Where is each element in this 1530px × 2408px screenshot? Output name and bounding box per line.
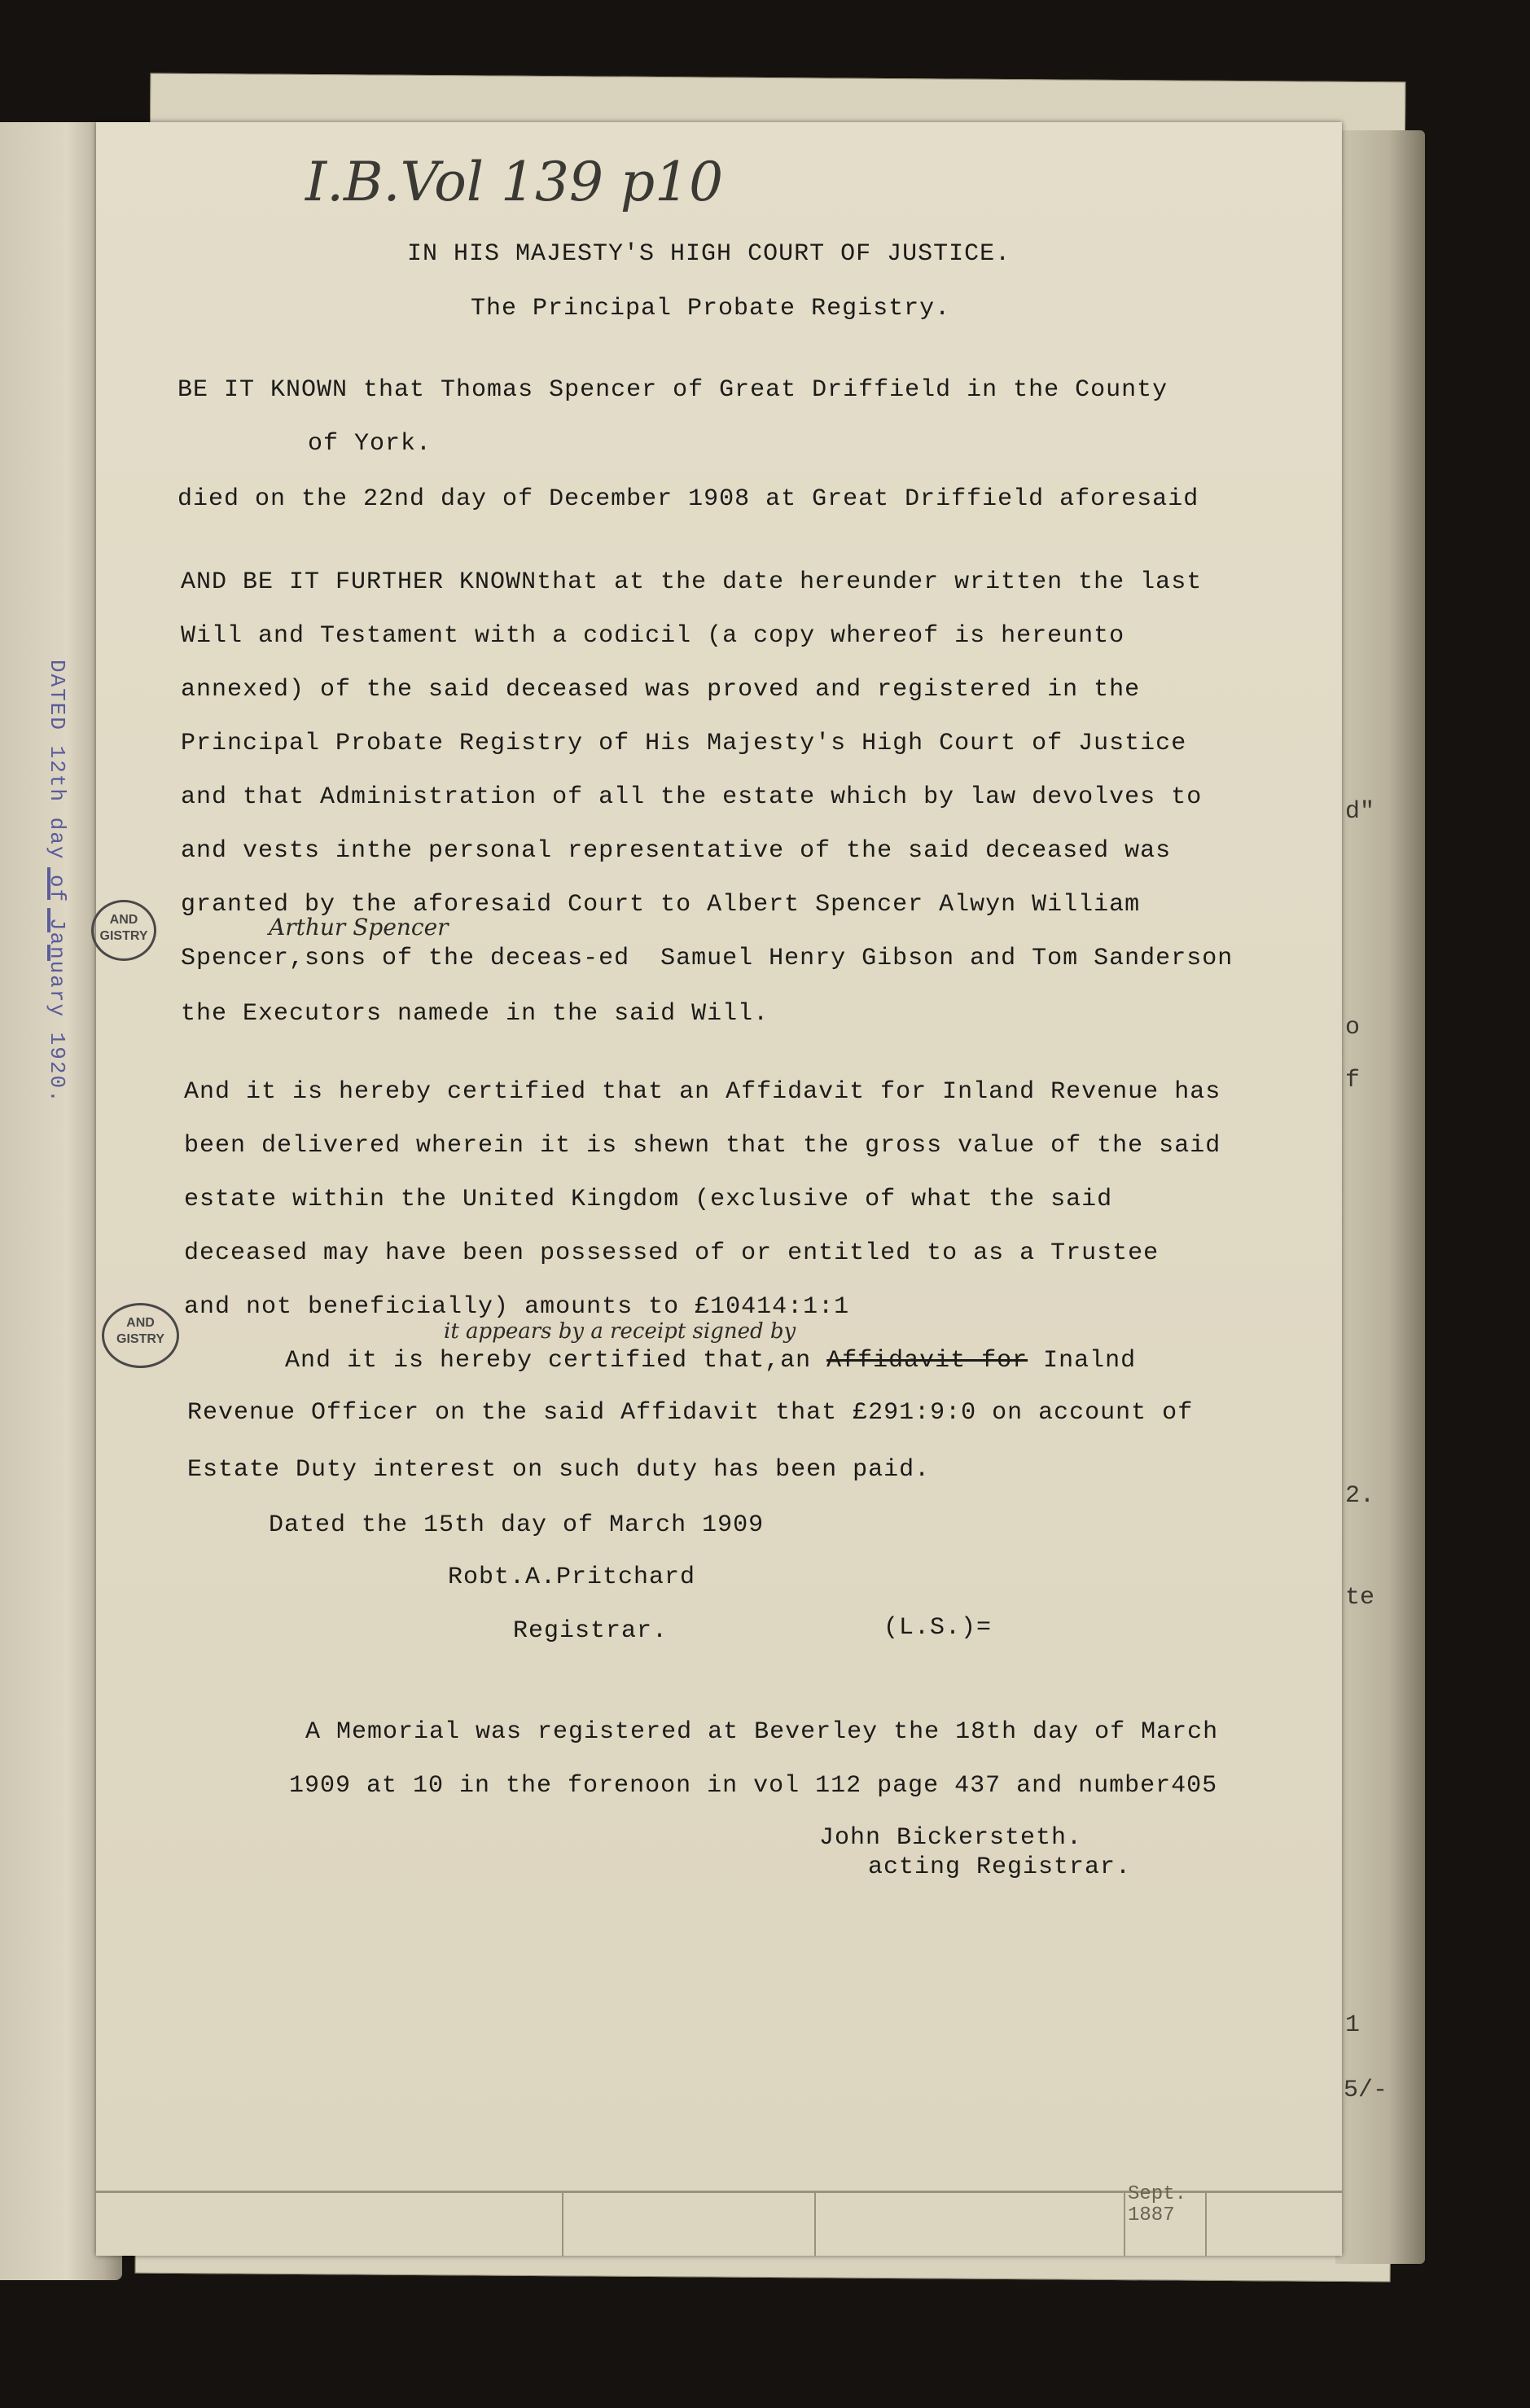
text-line: of York. <box>308 430 432 458</box>
ruled-line <box>562 2191 563 2256</box>
text-line: BE IT KNOWN that Thomas Spencer of Great Driffield in the County <box>178 376 1168 404</box>
handwritten-insert-clause: it appears by a receipt signed by <box>444 1319 796 1344</box>
footer-reference <box>1128 2184 1201 2226</box>
text-line <box>285 1347 1136 1375</box>
dated-line: Dated the 15th day of March 1909 <box>269 1511 765 1539</box>
memorial-line: 1909 at 10 in the forenoon in vol 112 page 437 and number405 <box>289 1772 1218 1800</box>
text-line: and not beneficially) amounts to £10414:1:1 <box>184 1293 850 1321</box>
memorial-line: A Memorial was registered at Beverley the 18th day of March <box>305 1718 1219 1746</box>
memorial-signature: John Bickersteth. <box>819 1824 1083 1852</box>
edge-mark: te <box>1345 1584 1375 1612</box>
text-line: Spencer,sons of the deceas-ed Samuel Henry Gibson and Tom Sanderson <box>181 945 1234 972</box>
court-heading: IN HIS MAJESTY'S HIGH COURT OF JUSTICE. <box>407 240 1011 268</box>
right-page-stack <box>1335 130 1425 2264</box>
edge-mark: d" <box>1345 798 1375 826</box>
text-line: Will and Testament with a codicil (a copy whereof is hereunto <box>181 622 1125 650</box>
registry-stamp-oval <box>102 1303 179 1368</box>
text-line: and vests inthe personal representative of the said deceased was <box>181 837 1172 865</box>
ruled-line <box>814 2191 816 2256</box>
text-line: deceased may have been possessed of or entitled to as a Trustee <box>184 1239 1160 1267</box>
handwritten-reference: I.B.Vol 139 p10 <box>305 151 724 213</box>
ruled-line <box>1124 2191 1125 2256</box>
footer-reference-line: 1887 <box>1128 2204 1175 2226</box>
registry-stamp-oval <box>91 900 156 961</box>
text-line: and that Administration of all the estate which by law devolves to <box>181 783 1203 811</box>
text-segment: And it is hereby certified that,an <box>285 1347 827 1375</box>
registrar-title: Registrar. <box>513 1617 669 1645</box>
handwritten-insert-names: Arthur Spencer <box>269 914 449 941</box>
text-line: annexed) of the said deceased was proved and registered in the <box>181 676 1141 704</box>
text-line: the Executors namede in the said Will. <box>181 1000 769 1028</box>
struck-text: Affidavit for <box>826 1347 1028 1375</box>
text-line: Principal Probate Registry of His Majesty's High Court of Justice <box>181 730 1187 757</box>
text-line: AND BE IT FURTHER KNOWNthat at the date hereunder written the last <box>181 568 1203 596</box>
dated-stamp: DATED 12th day of January 1920. <box>45 660 69 1104</box>
edge-mark: 5/- <box>1344 2077 1388 2104</box>
stamp-oval-text: AND GISTRY <box>99 913 148 943</box>
text-line: granted by the aforesaid Court to Albert Spencer Alwyn William <box>181 891 1141 919</box>
edge-mark: 1 <box>1345 2011 1361 2039</box>
text-line: And it is hereby certified that an Affidavit for Inland Revenue has <box>184 1078 1221 1106</box>
registrar-signature: Robt.A.Pritchard <box>448 1564 696 1591</box>
text-line: Estate Duty interest on such duty has been paid. <box>187 1456 931 1484</box>
text-line: estate within the United Kingdom (exclusive of what the said <box>184 1186 1113 1213</box>
footer-reference-line: Sept. <box>1128 2183 1187 2205</box>
text-line: died on the 22nd day of December 1908 at Great Driffield aforesaid <box>178 485 1199 513</box>
text-segment: Inalnd <box>1028 1347 1137 1375</box>
edge-mark: 2. <box>1345 1482 1375 1510</box>
edge-mark: f <box>1345 1067 1361 1094</box>
stamp-oval-text: AND GISTRY <box>116 1316 164 1346</box>
registry-heading: The Principal Probate Registry. <box>471 295 951 322</box>
ruled-line <box>1205 2191 1207 2256</box>
seal-mark: (L.S.)= <box>883 1614 993 1642</box>
text-line: Revenue Officer on the said Affidavit that £291:9:0 on account of <box>187 1399 1194 1427</box>
text-line: been delivered wherein it is shewn that the gross value of the said <box>184 1132 1221 1160</box>
edge-mark: o <box>1345 1014 1361 1042</box>
memorial-signature-title: acting Registrar. <box>868 1853 1132 1881</box>
